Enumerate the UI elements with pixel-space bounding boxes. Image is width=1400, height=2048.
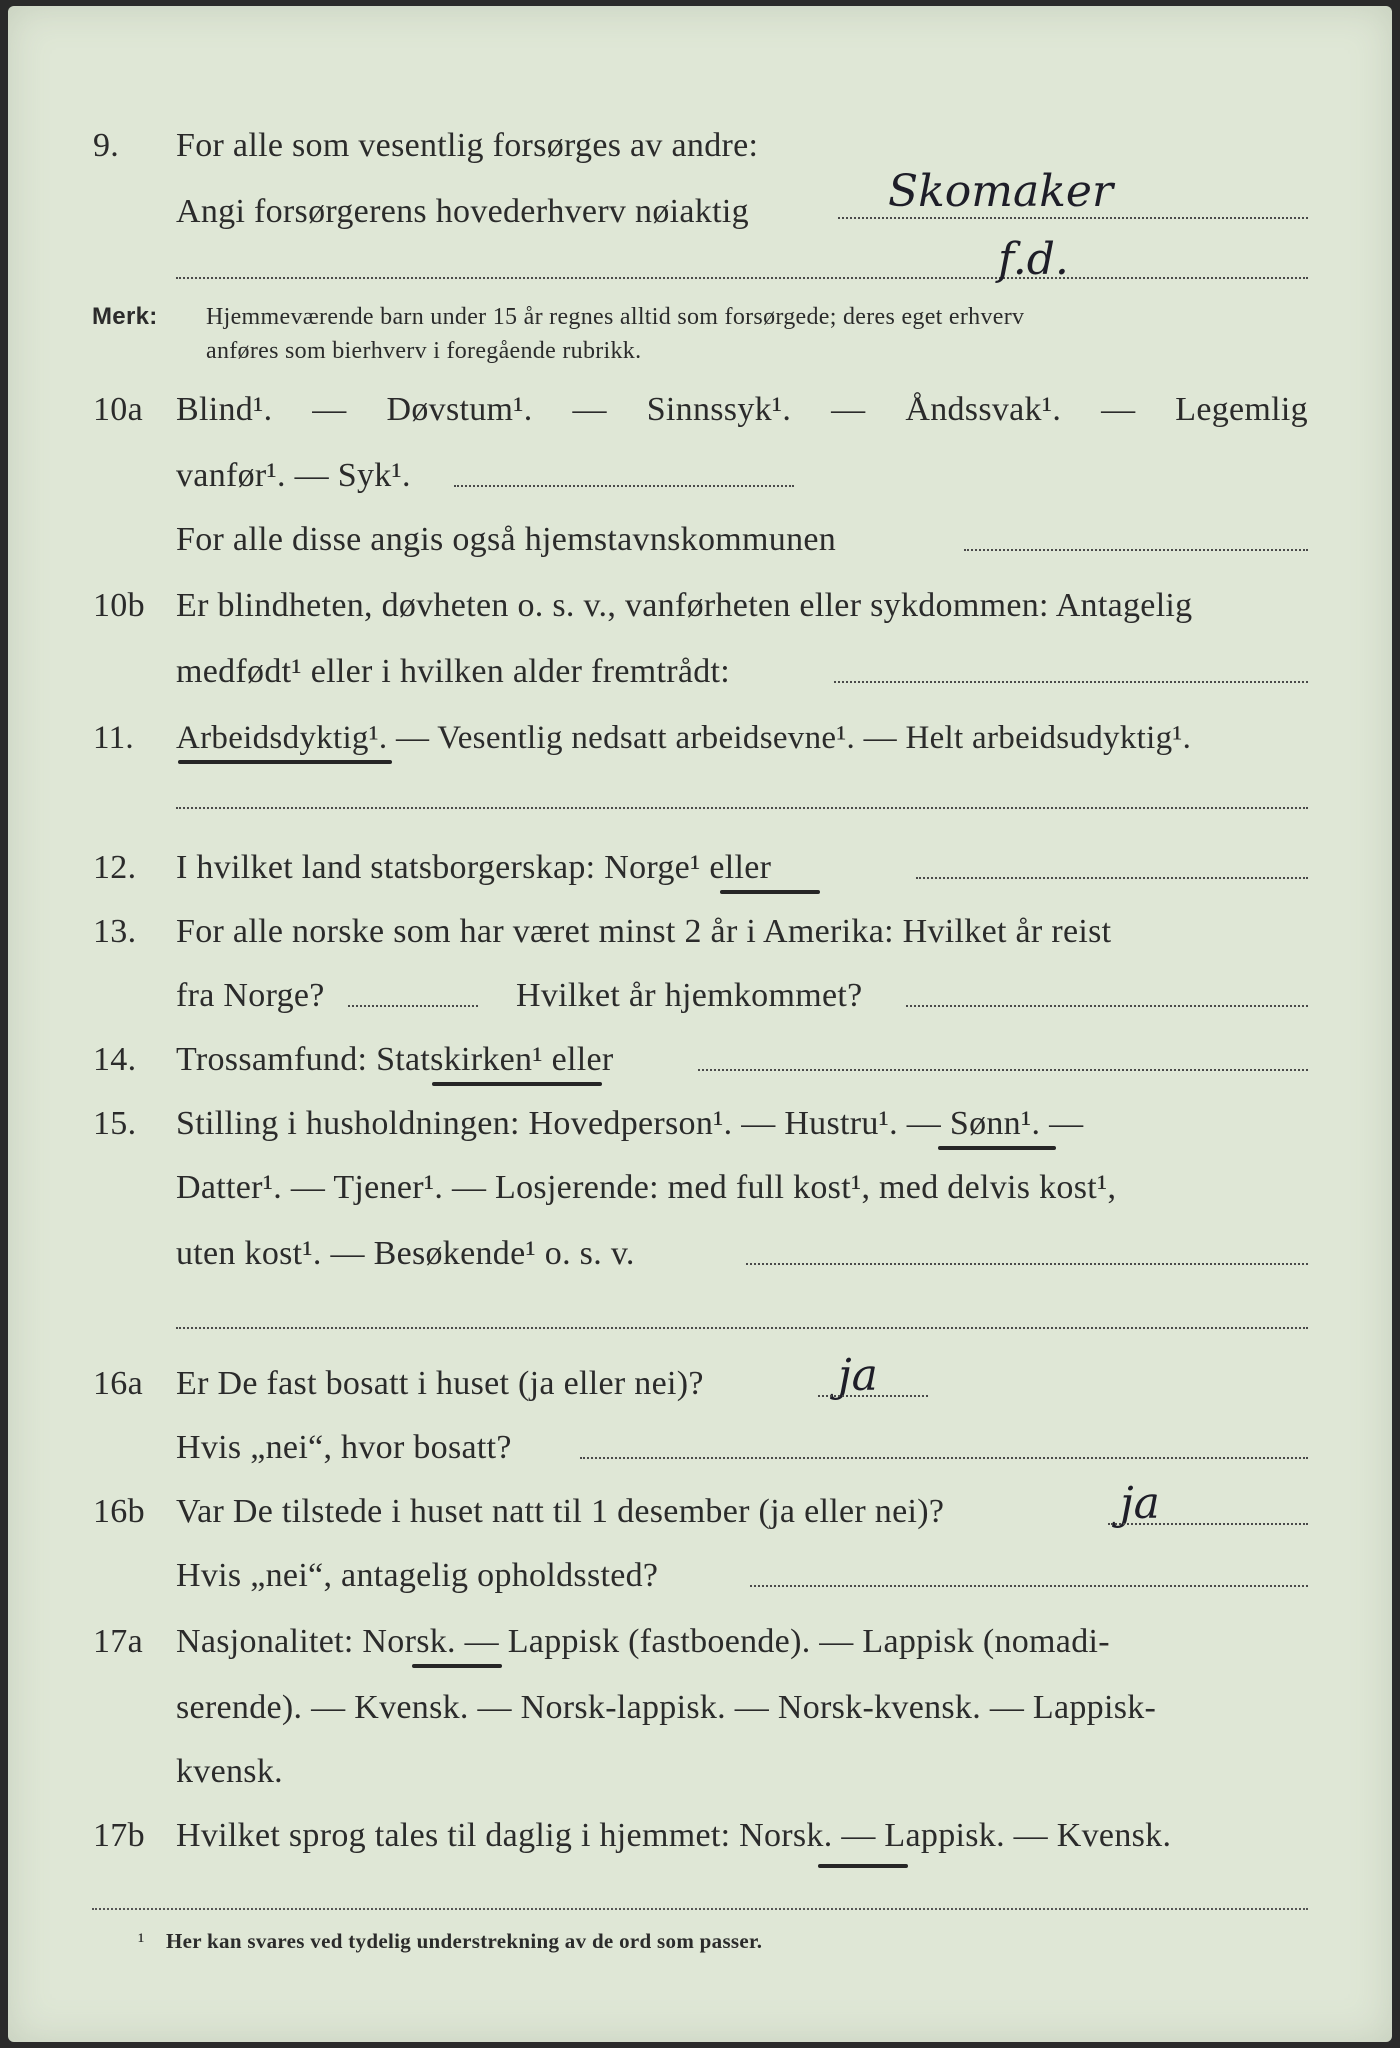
footnote-mark: ¹ <box>138 1929 145 1953</box>
q10b-line1: Er blindheten, døvheten o. s. v., vanførheten eller sykdommen: Antagelig <box>176 587 1193 624</box>
q9-line2: Angi forsørgerens hovederhverv nøiaktig <box>176 193 749 230</box>
q11-number: 11. <box>93 720 134 756</box>
q13-line2a: fra Norge? <box>176 977 325 1014</box>
q16b-handwritten-answer: ja <box>1120 1478 1160 1529</box>
q15-answer-line-2[interactable] <box>176 1326 1308 1329</box>
q10b-number: 10b <box>93 587 145 624</box>
q15-line2: Datter¹. — Tjener¹. — Losjerende: med full kost¹, med delvis kost¹, <box>176 1169 1117 1206</box>
q9-handwritten-answer: Skomaker <box>888 166 1113 217</box>
q17b-number: 17b <box>93 1817 145 1854</box>
q9-handwritten-answer-2: f.d. <box>998 234 1069 285</box>
q10a-legemlig: Legemlig <box>1175 391 1308 428</box>
q16b-line1: Var De tilstede i huset natt til 1 desember (ja eller nei)? <box>176 1493 945 1530</box>
q15-underline-mark <box>938 1146 1056 1150</box>
q16b-opholdssted-line[interactable] <box>750 1584 1308 1587</box>
q15-line1: Stilling i husholdningen: Hovedperson¹. — Hustru¹. — Sønn¹. — <box>176 1105 1084 1142</box>
q17a-line1: Nasjonalitet: Norsk. — Lappisk (fastboende). — Lappisk (nomadi- <box>176 1623 1110 1660</box>
q11-answer-line[interactable] <box>176 806 1308 809</box>
q15-number: 15. <box>93 1105 137 1142</box>
q10a-line3: For alle disse angis også hjemstavnskommunen <box>176 521 837 558</box>
q14-underline-mark <box>432 1082 602 1086</box>
q13-reist-line[interactable] <box>348 1004 478 1007</box>
q10a-options <box>176 390 1308 430</box>
census-form-page <box>8 6 1392 2042</box>
q16b-line2: Hvis „nei“, antagelig opholdssted? <box>176 1557 659 1594</box>
q10b-answer-line[interactable] <box>834 680 1308 683</box>
q10a-answer-line[interactable] <box>454 484 794 487</box>
q10b-line2: medfødt¹ eller i hvilken alder fremtrådt: <box>176 653 731 690</box>
q16a-bosatt-line[interactable] <box>580 1456 1308 1459</box>
q17b-underline-mark <box>818 1864 908 1868</box>
q13-hjemkommet-line[interactable] <box>906 1004 1308 1007</box>
q10a-dash-1: — <box>312 391 347 428</box>
q11-line1: Arbeidsdyktig¹. — Vesentlig nedsatt arbeidsevne¹. — Helt arbeidsudyktig¹. <box>176 720 1192 756</box>
q9-answer-line-2[interactable] <box>176 276 1308 279</box>
q10a-dash-3: — <box>831 391 866 428</box>
q10a-sinnssyk: Sinnssyk¹. <box>646 391 792 428</box>
q17a-line2: serende). — Kvensk. — Norsk-lappisk. — Norsk-kvensk. — Lappisk- <box>176 1689 1157 1726</box>
q12-underline-mark <box>720 890 820 894</box>
q10a-dash-4: — <box>1101 391 1136 428</box>
q17a-number: 17a <box>93 1623 143 1660</box>
q16b-answer-line[interactable] <box>1108 1522 1308 1525</box>
q14-number: 14. <box>93 1041 137 1078</box>
footnote-text: Her kan svares ved tydelig understrekning av de ord som passer. <box>166 1929 763 1953</box>
q16a-line1: Er De fast bosatt i huset (ja eller nei)? <box>176 1365 704 1402</box>
merk-label: Merk: <box>92 303 158 330</box>
q12-answer-line[interactable] <box>916 876 1308 879</box>
footnote-separator <box>92 1908 1308 1910</box>
q14-line1: Trossamfund: Statskirken¹ eller <box>176 1041 614 1078</box>
q14-answer-line[interactable] <box>698 1068 1308 1071</box>
q13-number: 13. <box>93 913 137 950</box>
q17b-line1: Hvilket sprog tales til daglig i hjemmet: Norsk. — Lappisk. — Kvensk. <box>176 1817 1172 1854</box>
q12-number: 12. <box>93 849 137 886</box>
q16a-number: 16a <box>93 1365 143 1402</box>
q15-line3: uten kost¹. — Besøkende¹ o. s. v. <box>176 1235 635 1272</box>
q10a-line2: vanfør¹. — Syk¹. <box>176 457 411 494</box>
q13-line1: For alle norske som har været minst 2 år i Amerika: Hvilket år reist <box>176 913 1112 950</box>
q10a-blind: Blind¹. <box>176 391 273 428</box>
q17a-line3: kvensk. <box>176 1753 283 1790</box>
q16a-answer-line[interactable] <box>818 1394 928 1397</box>
merk-line2: anføres som bierhverv i foregående rubrikk. <box>206 338 642 364</box>
q10a-dovstum: Døvstum¹. <box>386 391 533 428</box>
q12-line1: I hvilket land statsborgerskap: Norge¹ eller <box>176 849 772 886</box>
q11-underline-mark <box>178 760 392 764</box>
q16a-handwritten-answer: ja <box>838 1350 878 1401</box>
q9-line1: For alle som vesentlig forsørges av andre: <box>176 127 759 164</box>
q10a-andssvak: Åndssvak¹. <box>905 391 1062 428</box>
q15-answer-line[interactable] <box>746 1262 1308 1265</box>
q16a-line2: Hvis „nei“, hvor bosatt? <box>176 1429 512 1466</box>
q10a-hjemstavn-line[interactable] <box>964 548 1308 551</box>
merk-line1: Hjemmeværende barn under 15 år regnes alltid som forsørgede; deres eget erhverv <box>206 304 1025 330</box>
q10a-dash-2: — <box>572 391 607 428</box>
q10a-number: 10a <box>93 391 143 428</box>
q16b-number: 16b <box>93 1493 145 1530</box>
q13-line2b: Hvilket år hjemkommet? <box>516 977 863 1014</box>
q17a-underline-mark <box>412 1664 502 1668</box>
q9-number: 9. <box>93 127 120 164</box>
